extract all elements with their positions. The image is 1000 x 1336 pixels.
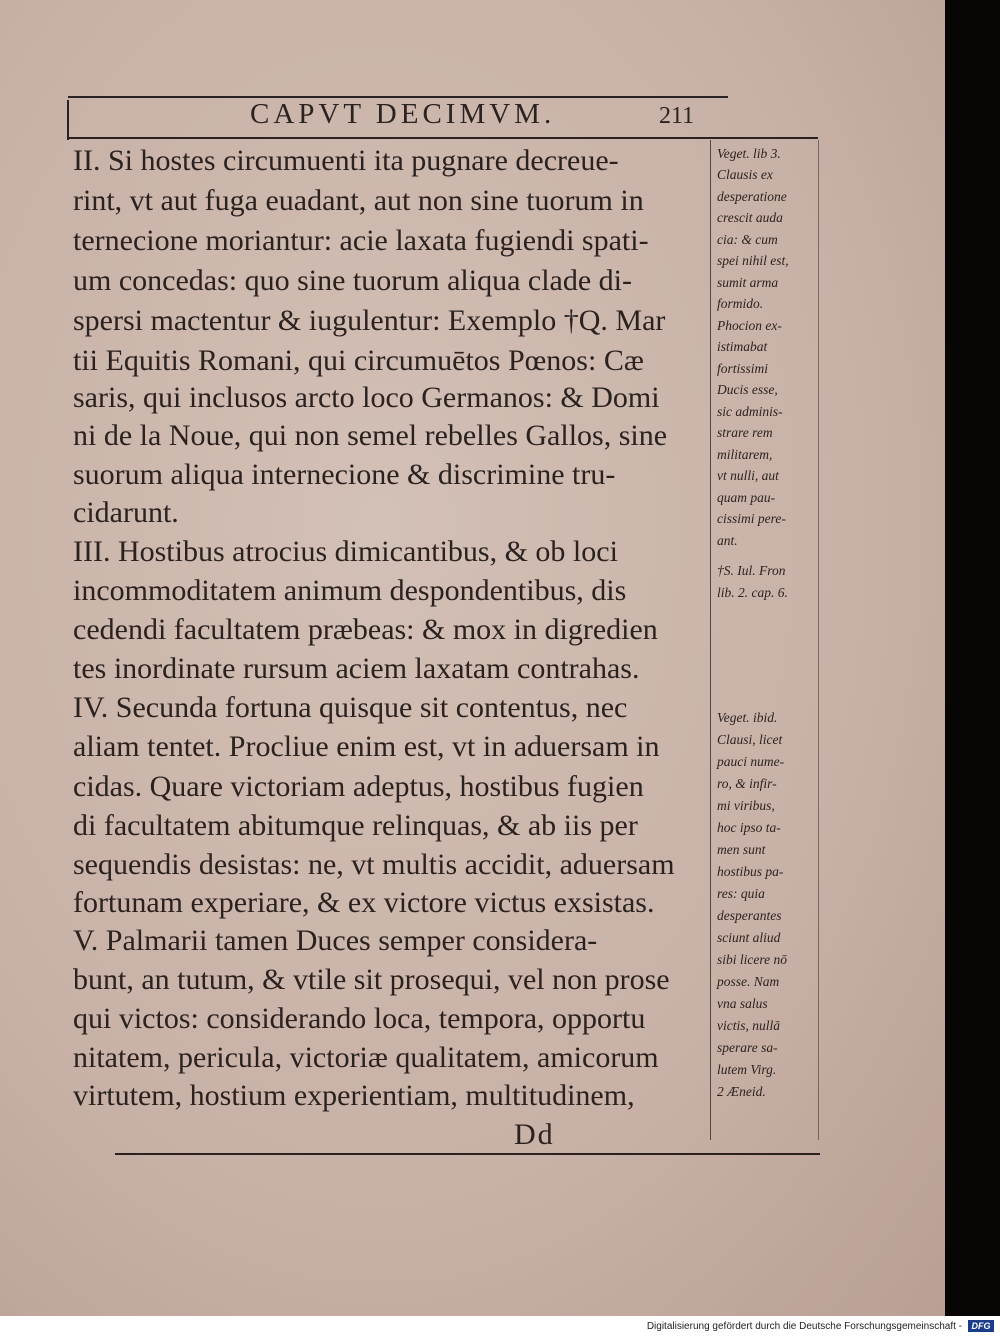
margin-note: cia: & cum [717,232,778,247]
margin-note: quam pau- [717,490,776,505]
body-line: ternecione moriantur: acie laxata fugiendi spati- [73,224,649,257]
margin-note: desperantes [717,908,782,923]
margin-note: Phocion ex- [717,318,782,333]
margin-note: Veget. ibid. [717,710,778,725]
margin-column-rule-right [818,140,819,1140]
margin-note: posse. Nam [717,974,780,989]
margin-note: pauci nume- [717,754,785,769]
margin-note: †S. Iul. Fron [717,563,786,578]
header-rule-bottom [68,137,818,139]
margin-note: hoc ipso ta- [717,820,781,835]
margin-note: 2 Æneid. [717,1084,766,1099]
body-line: tes inordinate rursum aciem laxatam contrahas. [73,652,640,685]
body-line: bunt, an tutum, & vtile sit prosequi, vel non prose [73,963,670,996]
body-line: rint, vt aut fuga euadant, aut non sine tuorum in [73,184,644,217]
body-line: incommoditatem animum despondentibus, dis [73,574,627,607]
page-number: 211 [659,103,695,129]
body-line: fortunam experiare, & ex victore victus exsistas. [73,886,655,919]
margin-note: ro, & infir- [717,776,777,791]
body-line: di facultatem abitumque relinquas, & ab iis per [73,809,638,842]
footer-credit: Digitalisierung gefördert durch die Deutsche Forschungsgemeinschaft - [646,1321,962,1332]
margin-note: vna salus [717,996,768,1011]
body-line: cedendi facultatem præbeas: & mox in digredien [73,613,658,646]
margin-note: strare rem [717,425,773,440]
left-bracket [67,100,69,140]
body-line: V. Palmarii tamen Duces semper considera- [73,924,598,957]
body-line: aliam tentet. Procliue enim est, vt in aduersam in [73,730,660,763]
margin-note: militarem, [717,447,773,462]
margin-note: lutem Virg. [717,1062,777,1077]
margin-note: formido. [717,296,764,311]
margin-note: crescit auda [717,210,783,225]
body-line: spersi mactentur & iugulentur: Exemplo †Q. Mar [73,304,666,337]
margin-note: men sunt [717,842,766,857]
margin-note: ant. [717,533,738,548]
margin-note: cissimi pere- [717,511,786,526]
margin-note: Veget. lib 3. [717,146,781,161]
body-line: tii Equitis Romani, qui circumuētos Pœnos: Cæ [73,344,644,377]
margin-note: vt nulli, aut [717,468,779,483]
margin-note: Ducis esse, [717,382,778,397]
body-line: qui victos: considerando loca, tempora, opportu [73,1002,646,1035]
margin-note: lib. 2. cap. 6. [717,585,788,600]
body-line: saris, qui inclusos arcto loco Germanos: & Domi [73,381,660,414]
body-line: sequendis desistas: ne, vt multis accidit, aduersam [73,848,675,881]
body-line: IV. Secunda fortuna quisque sit contentus, nec [73,691,628,724]
body-line: II. Si hostes circumuenti ita pugnare decreue- [73,144,619,177]
body-line: III. Hostibus atrocius dimicantibus, & ob loci [73,535,618,568]
margin-note: victis, nullā [717,1018,780,1033]
dfg-logo: DFG [968,1320,994,1332]
margin-note: fortissimi [717,361,769,376]
scan-edge [945,0,1000,1316]
signature-mark: Dd [514,1118,555,1151]
body-line: nitatem, pericula, victoriæ qualitatem, amicorum [73,1041,659,1074]
margin-note: res: quia [717,886,765,901]
body-line: virtutem, hostium experientiam, multitudinem, [73,1079,635,1112]
body-line: suorum aliqua internecione & discrimine tru- [73,458,616,491]
body-line: cidarunt. [73,496,179,529]
margin-note: desperatione [717,189,787,204]
body-line: um concedas: quo sine tuorum aliqua clade di- [73,264,632,297]
margin-note: sperare sa- [717,1040,778,1055]
body-line: ni de la Noue, qui non semel rebelles Gallos, sine [73,419,668,452]
margin-note: Clausi, licet [717,732,783,747]
margin-note: spei nihil est, [717,253,789,268]
running-title: CAPVT DECIMVM. [250,98,556,130]
margin-note: sciunt aliud [717,930,781,945]
margin-note: mi viribus, [717,798,775,813]
footer-rule [115,1153,820,1155]
body-line: cidas. Quare victoriam adeptus, hostibus fugien [73,770,644,803]
margin-note: istimabat [717,339,768,354]
margin-note: sumit arma [717,275,779,290]
margin-note: sic adminis- [717,404,783,419]
margin-note: hostibus pa- [717,864,784,879]
margin-note: Clausis ex [717,167,773,182]
margin-note: sibi licere nō [717,952,787,967]
